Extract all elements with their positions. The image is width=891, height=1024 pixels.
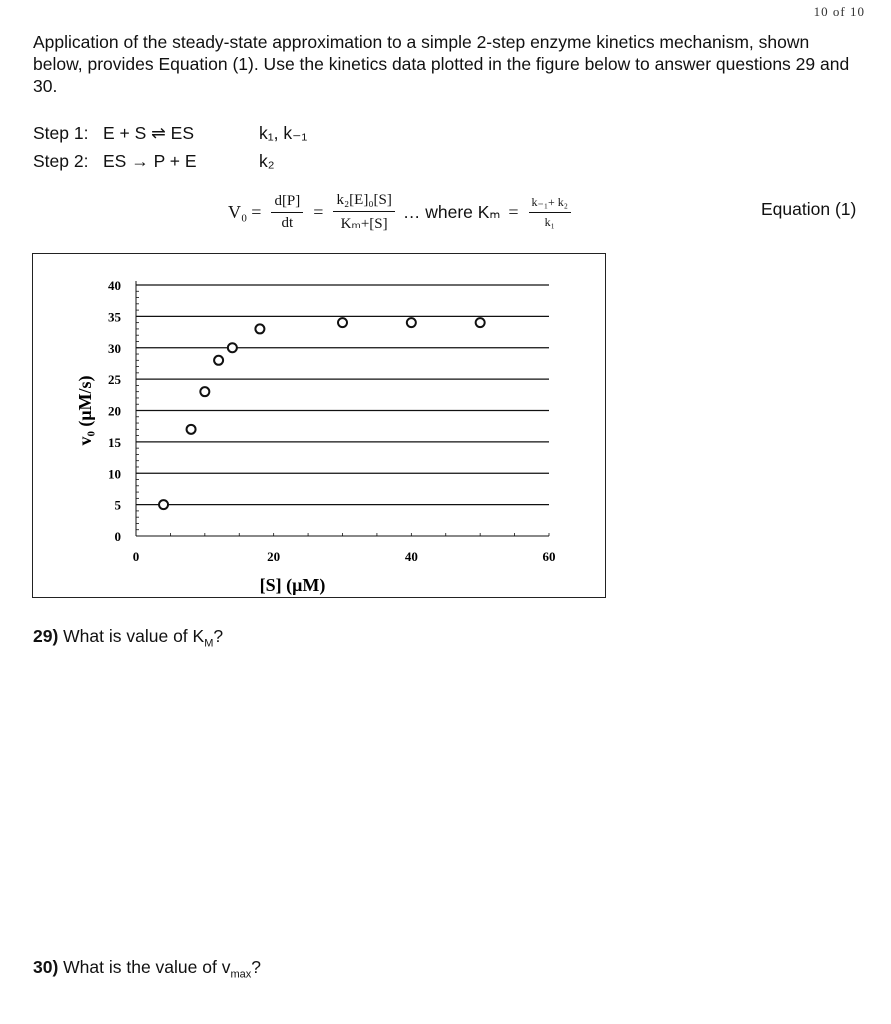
eq-rate-denominator: Kₘ+[S] [340, 215, 388, 232]
equation-1 [228, 188, 577, 236]
data-point [407, 318, 416, 327]
eq-equals-1: = [251, 201, 262, 222]
eq-equals-3: = [508, 201, 519, 222]
y-tick-label: 25 [108, 372, 121, 388]
data-point [255, 324, 264, 333]
data-point [187, 425, 196, 434]
eq-rate-fraction [333, 192, 394, 233]
q29-subscript: M [204, 637, 214, 650]
kinetics-chart [32, 253, 606, 598]
mechanism-steps [33, 119, 307, 175]
q30-end: ? [251, 957, 261, 977]
q29-number: 29) [33, 626, 59, 646]
y-tick-label: 5 [114, 497, 121, 513]
data-point [159, 500, 168, 509]
chart-svg [33, 254, 607, 599]
eq-km-fraction [529, 195, 571, 230]
equation-label: Equation (1) [761, 199, 857, 219]
x-axis-label: [S] (μM) [259, 575, 326, 595]
question-29 [33, 626, 223, 650]
x-tick-label: 0 [132, 549, 140, 564]
step-2-row [33, 147, 307, 175]
page-number: 10 of 10 [813, 4, 865, 19]
q30-subscript: max [230, 968, 252, 981]
eq-equals-2: = [313, 201, 324, 222]
data-point [228, 343, 237, 352]
question-30 [33, 957, 261, 981]
eq-rate-numerator: k₂[E]₀[S] [333, 192, 394, 212]
y-tick-label: 10 [108, 466, 121, 482]
eq-dp: d[P] [271, 193, 303, 213]
step-2-label: Step 2: [33, 151, 89, 171]
y-tick-label: 30 [108, 340, 121, 356]
y-tick-label: 35 [108, 309, 121, 325]
eq-dt: dt [281, 214, 294, 231]
data-point [476, 318, 485, 327]
y-tick-label: 0 [114, 529, 121, 544]
y-axis-label: v₀ (μM/s) [75, 375, 95, 446]
data-point [200, 387, 209, 396]
q29-end: ? [213, 626, 224, 646]
step-2-rate-constants: k₂ [259, 151, 275, 171]
step-1-row [33, 119, 307, 147]
q30-number: 30) [33, 957, 59, 977]
x-tick-label: 40 [404, 549, 418, 564]
step-1-label: Step 1: [33, 123, 89, 143]
data-point [214, 356, 223, 365]
y-tick-label: 40 [108, 278, 121, 293]
eq-km-denominator: k₁ [544, 214, 555, 229]
eq-v0: V₀ [228, 201, 248, 222]
x-tick-label: 60 [542, 549, 556, 564]
y-tick-label: 20 [108, 403, 121, 419]
eq-dpdt-fraction [271, 193, 303, 232]
eq-where-km: … where Kₘ [402, 201, 501, 222]
x-tick-label: 20 [267, 549, 281, 564]
q30-text: What is the value of v [58, 957, 231, 977]
intro-paragraph: Application of the steady-state approximation to a simple 2-step enzyme kinetics mechanism, shown below, provides Equation (1). Use the kinetics data plotted in the figure below to answer questions 29 and 30. [33, 32, 850, 96]
y-tick-label: 15 [108, 434, 121, 450]
step-2-reaction: ES → P + E [103, 151, 197, 171]
q29-text: What is value of K [58, 626, 205, 646]
step-1-reaction: E + S ⇌ ES [103, 123, 195, 143]
step-1-rate-constants: k₁, k₋₁ [259, 123, 308, 143]
eq-km-numerator: k₋₁+ k₂ [529, 195, 571, 213]
data-point [338, 318, 347, 327]
